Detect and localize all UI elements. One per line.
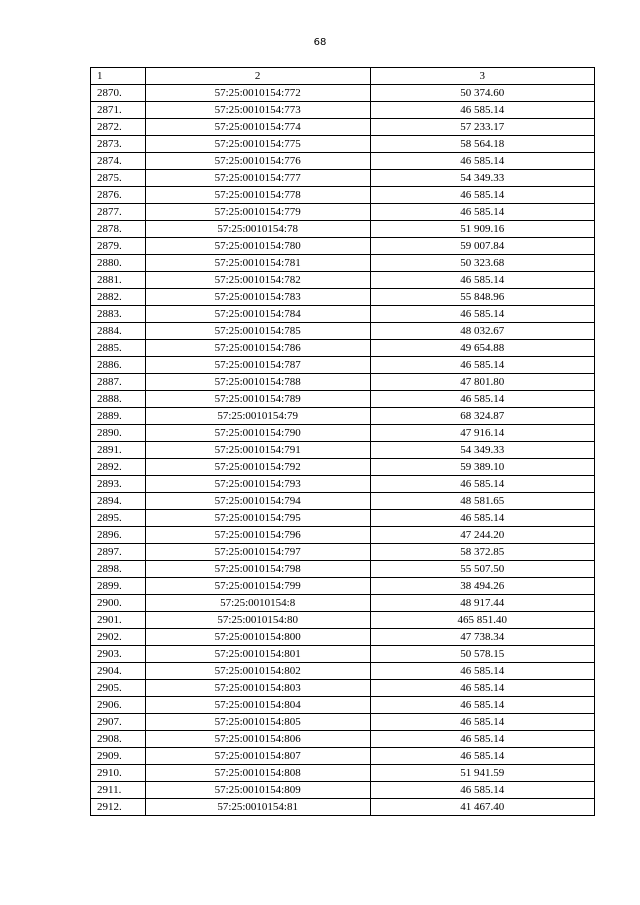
value-cell: 49 654.88 <box>370 340 594 357</box>
data-table <box>90 67 595 816</box>
cadastral-number-cell: 57:25:0010154:780 <box>145 238 370 255</box>
value-cell: 46 585.14 <box>370 306 594 323</box>
value-cell: 54 349.33 <box>370 442 594 459</box>
value-cell: 46 585.14 <box>370 782 594 799</box>
value-cell: 46 585.14 <box>370 204 594 221</box>
page-number: 68 <box>313 37 327 48</box>
row-number-cell: 2873. <box>91 136 146 153</box>
value-cell: 46 585.14 <box>370 663 594 680</box>
value-cell: 46 585.14 <box>370 697 594 714</box>
value-cell: 51 941.59 <box>370 765 594 782</box>
row-number-cell: 2911. <box>91 782 146 799</box>
table-row <box>91 527 595 544</box>
table-row <box>91 629 595 646</box>
table-row <box>91 612 595 629</box>
cadastral-number-cell: 57:25:0010154:775 <box>145 136 370 153</box>
table-row <box>91 646 595 663</box>
table-row <box>91 663 595 680</box>
value-cell: 55 507.50 <box>370 561 594 578</box>
table-row <box>91 442 595 459</box>
row-number-cell: 2909. <box>91 748 146 765</box>
cadastral-number-cell: 57:25:0010154:779 <box>145 204 370 221</box>
table-row <box>91 272 595 289</box>
value-cell: 465 851.40 <box>370 612 594 629</box>
value-cell: 50 323.68 <box>370 255 594 272</box>
row-number-cell: 2901. <box>91 612 146 629</box>
value-cell: 59 007.84 <box>370 238 594 255</box>
table-header-row <box>91 68 595 85</box>
cadastral-number-cell: 57:25:0010154:792 <box>145 459 370 476</box>
row-number-cell: 2894. <box>91 493 146 510</box>
cadastral-number-cell: 57:25:0010154:808 <box>145 765 370 782</box>
row-number-cell: 2883. <box>91 306 146 323</box>
table-row <box>91 493 595 510</box>
row-number-cell: 2876. <box>91 187 146 204</box>
cadastral-number-cell: 57:25:0010154:791 <box>145 442 370 459</box>
value-cell: 46 585.14 <box>370 680 594 697</box>
row-number-cell: 2891. <box>91 442 146 459</box>
value-cell: 46 585.14 <box>370 272 594 289</box>
table-row <box>91 459 595 476</box>
value-cell: 48 032.67 <box>370 323 594 340</box>
cadastral-number-cell: 57:25:0010154:781 <box>145 255 370 272</box>
table-row <box>91 119 595 136</box>
table-row <box>91 408 595 425</box>
row-number-cell: 2898. <box>91 561 146 578</box>
value-cell: 48 581.65 <box>370 493 594 510</box>
table-row <box>91 799 595 816</box>
cadastral-number-cell: 57:25:0010154:81 <box>145 799 370 816</box>
cadastral-number-cell: 57:25:0010154:80 <box>145 612 370 629</box>
table-row <box>91 221 595 238</box>
row-number-cell: 2904. <box>91 663 146 680</box>
table-row <box>91 357 595 374</box>
value-cell: 59 389.10 <box>370 459 594 476</box>
table-row <box>91 170 595 187</box>
row-number-cell: 2907. <box>91 714 146 731</box>
cadastral-number-cell: 57:25:0010154:788 <box>145 374 370 391</box>
column-header-3: 3 <box>370 68 594 85</box>
table-row <box>91 204 595 221</box>
table-row <box>91 697 595 714</box>
value-cell: 41 467.40 <box>370 799 594 816</box>
table-row <box>91 748 595 765</box>
cadastral-number-cell: 57:25:0010154:794 <box>145 493 370 510</box>
row-number-cell: 2882. <box>91 289 146 306</box>
cadastral-number-cell: 57:25:0010154:798 <box>145 561 370 578</box>
value-cell: 48 917.44 <box>370 595 594 612</box>
column-header-1: 1 <box>91 68 146 85</box>
value-cell: 57 233.17 <box>370 119 594 136</box>
cadastral-number-cell: 57:25:0010154:807 <box>145 748 370 765</box>
value-cell: 51 909.16 <box>370 221 594 238</box>
cadastral-number-cell: 57:25:0010154:805 <box>145 714 370 731</box>
row-number-cell: 2910. <box>91 765 146 782</box>
table-row <box>91 153 595 170</box>
table-body <box>91 85 595 816</box>
value-cell: 46 585.14 <box>370 153 594 170</box>
table-row <box>91 102 595 119</box>
row-number-cell: 2884. <box>91 323 146 340</box>
table-row <box>91 85 595 102</box>
row-number-cell: 2877. <box>91 204 146 221</box>
value-cell: 47 801.80 <box>370 374 594 391</box>
cadastral-number-cell: 57:25:0010154:773 <box>145 102 370 119</box>
cadastral-number-cell: 57:25:0010154:787 <box>145 357 370 374</box>
row-number-cell: 2912. <box>91 799 146 816</box>
table-row <box>91 187 595 204</box>
row-number-cell: 2893. <box>91 476 146 493</box>
table-row <box>91 476 595 493</box>
cadastral-number-cell: 57:25:0010154:783 <box>145 289 370 306</box>
table-row <box>91 782 595 799</box>
row-number-cell: 2895. <box>91 510 146 527</box>
value-cell: 46 585.14 <box>370 714 594 731</box>
cadastral-number-cell: 57:25:0010154:776 <box>145 153 370 170</box>
value-cell: 46 585.14 <box>370 476 594 493</box>
row-number-cell: 2900. <box>91 595 146 612</box>
value-cell: 46 585.14 <box>370 748 594 765</box>
row-number-cell: 2906. <box>91 697 146 714</box>
value-cell: 46 585.14 <box>370 391 594 408</box>
cadastral-number-cell: 57:25:0010154:802 <box>145 663 370 680</box>
row-number-cell: 2890. <box>91 425 146 442</box>
row-number-cell: 2875. <box>91 170 146 187</box>
cadastral-number-cell: 57:25:0010154:786 <box>145 340 370 357</box>
value-cell: 47 916.14 <box>370 425 594 442</box>
table-row <box>91 731 595 748</box>
cadastral-number-cell: 57:25:0010154:772 <box>145 85 370 102</box>
row-number-cell: 2888. <box>91 391 146 408</box>
row-number-cell: 2870. <box>91 85 146 102</box>
table-row <box>91 510 595 527</box>
row-number-cell: 2871. <box>91 102 146 119</box>
table-row <box>91 306 595 323</box>
row-number-cell: 2887. <box>91 374 146 391</box>
cadastral-number-cell: 57:25:0010154:797 <box>145 544 370 561</box>
column-header-2: 2 <box>145 68 370 85</box>
cadastral-number-cell: 57:25:0010154:809 <box>145 782 370 799</box>
table-row <box>91 255 595 272</box>
row-number-cell: 2880. <box>91 255 146 272</box>
row-number-cell: 2886. <box>91 357 146 374</box>
value-cell: 58 372.85 <box>370 544 594 561</box>
table-row <box>91 323 595 340</box>
value-cell: 46 585.14 <box>370 187 594 204</box>
table-row <box>91 714 595 731</box>
value-cell: 46 585.14 <box>370 510 594 527</box>
row-number-cell: 2897. <box>91 544 146 561</box>
cadastral-number-cell: 57:25:0010154:8 <box>145 595 370 612</box>
table-row <box>91 340 595 357</box>
value-cell: 38 494.26 <box>370 578 594 595</box>
row-number-cell: 2879. <box>91 238 146 255</box>
row-number-cell: 2885. <box>91 340 146 357</box>
table-row <box>91 391 595 408</box>
row-number-cell: 2899. <box>91 578 146 595</box>
cadastral-number-cell: 57:25:0010154:79 <box>145 408 370 425</box>
cadastral-number-cell: 57:25:0010154:784 <box>145 306 370 323</box>
value-cell: 50 374.60 <box>370 85 594 102</box>
row-number-cell: 2908. <box>91 731 146 748</box>
cadastral-number-cell: 57:25:0010154:782 <box>145 272 370 289</box>
cadastral-number-cell: 57:25:0010154:806 <box>145 731 370 748</box>
row-number-cell: 2878. <box>91 221 146 238</box>
row-number-cell: 2881. <box>91 272 146 289</box>
table-row <box>91 136 595 153</box>
value-cell: 58 564.18 <box>370 136 594 153</box>
cadastral-number-cell: 57:25:0010154:778 <box>145 187 370 204</box>
table-row <box>91 578 595 595</box>
table-row <box>91 374 595 391</box>
value-cell: 47 244.20 <box>370 527 594 544</box>
table-row <box>91 238 595 255</box>
value-cell: 55 848.96 <box>370 289 594 306</box>
value-cell: 47 738.34 <box>370 629 594 646</box>
cadastral-number-cell: 57:25:0010154:790 <box>145 425 370 442</box>
table-row <box>91 544 595 561</box>
cadastral-number-cell: 57:25:0010154:803 <box>145 680 370 697</box>
row-number-cell: 2874. <box>91 153 146 170</box>
row-number-cell: 2905. <box>91 680 146 697</box>
table-row <box>91 680 595 697</box>
row-number-cell: 2872. <box>91 119 146 136</box>
cadastral-number-cell: 57:25:0010154:801 <box>145 646 370 663</box>
value-cell: 46 585.14 <box>370 357 594 374</box>
cadastral-number-cell: 57:25:0010154:799 <box>145 578 370 595</box>
cadastral-number-cell: 57:25:0010154:789 <box>145 391 370 408</box>
row-number-cell: 2896. <box>91 527 146 544</box>
cadastral-number-cell: 57:25:0010154:800 <box>145 629 370 646</box>
table-row <box>91 289 595 306</box>
value-cell: 46 585.14 <box>370 731 594 748</box>
table-row <box>91 765 595 782</box>
cadastral-number-cell: 57:25:0010154:796 <box>145 527 370 544</box>
row-number-cell: 2892. <box>91 459 146 476</box>
cadastral-number-cell: 57:25:0010154:774 <box>145 119 370 136</box>
table-row <box>91 425 595 442</box>
cadastral-number-cell: 57:25:0010154:785 <box>145 323 370 340</box>
cadastral-number-cell: 57:25:0010154:795 <box>145 510 370 527</box>
row-number-cell: 2902. <box>91 629 146 646</box>
value-cell: 54 349.33 <box>370 170 594 187</box>
row-number-cell: 2889. <box>91 408 146 425</box>
cadastral-number-cell: 57:25:0010154:804 <box>145 697 370 714</box>
cadastral-number-cell: 57:25:0010154:793 <box>145 476 370 493</box>
cadastral-number-cell: 57:25:0010154:78 <box>145 221 370 238</box>
value-cell: 68 324.87 <box>370 408 594 425</box>
table-row <box>91 561 595 578</box>
value-cell: 50 578.15 <box>370 646 594 663</box>
cadastral-number-cell: 57:25:0010154:777 <box>145 170 370 187</box>
row-number-cell: 2903. <box>91 646 146 663</box>
value-cell: 46 585.14 <box>370 102 594 119</box>
table-row <box>91 595 595 612</box>
